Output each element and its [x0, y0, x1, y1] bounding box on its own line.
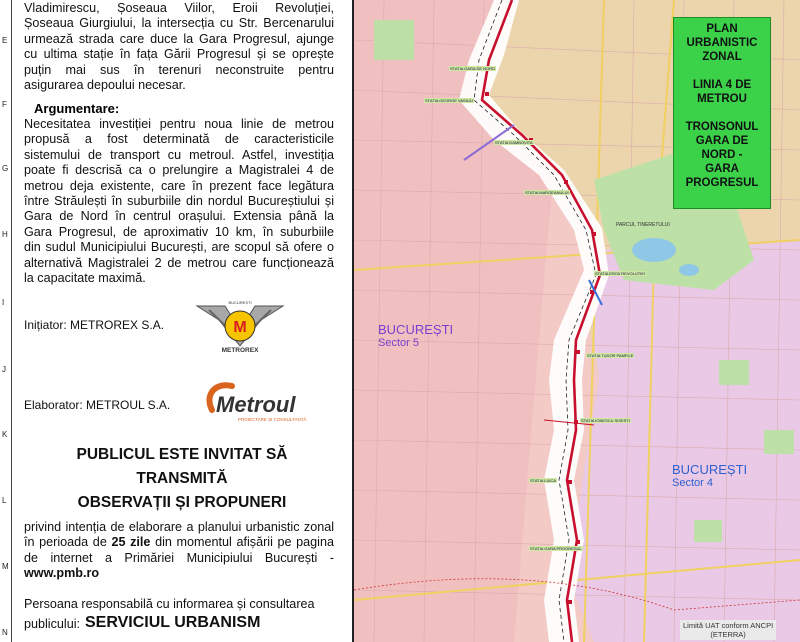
argument-line: la capacitate maximă.	[24, 271, 146, 286]
invite-period: 25 zile	[111, 535, 151, 550]
intro-line: Șoseaua Giurgiului, la intersecția cu Str. Bercenarului	[24, 16, 334, 31]
plan-title-line: NORD -	[701, 149, 743, 161]
plan-title-line: METROU	[697, 93, 747, 105]
metroul-logo	[198, 380, 310, 426]
argument-line: poate fi descrisă ca o prelungire a Magistralei 4 de	[24, 163, 334, 178]
svg-text:METROREX: METROREX	[221, 347, 259, 354]
ruler-letter: L	[2, 496, 7, 505]
station-label: STATIA TUDOR PAMFILE	[587, 353, 634, 358]
argument-paragraph	[24, 117, 334, 286]
responsible-line: Persoana responsabilă cu informarea și consultarea	[24, 597, 315, 611]
ruler-letter: H	[2, 230, 8, 239]
invite-line: de internet a Primăriei Municipiului București -	[24, 550, 334, 565]
map-legend-tag	[680, 620, 776, 640]
plan-title-line: PROGRESUL	[685, 177, 759, 189]
ruler-letter: M	[2, 562, 9, 571]
ruler-letter: N	[2, 628, 8, 637]
ruler-letter: G	[2, 164, 9, 173]
invite-line-part: în perioada de	[24, 535, 112, 550]
plan-title-line: GARA	[705, 163, 739, 175]
park-label: PARCUL TINERETULUI	[616, 222, 670, 228]
intro-line: cu ultima stație în fața Gării Progresul și se oprește	[24, 47, 334, 62]
argument-line: Gara Progresul, de aproximativ 10 km, în suburbiile	[24, 224, 334, 239]
elaborator-label: Elaborator: METROUL S.A.	[24, 398, 171, 412]
station-label: STATIA EROII REVOLUTIEI	[595, 271, 646, 276]
initiator-label: Inițiator: METROREX S.A.	[24, 318, 165, 332]
station-label: STATIA IONESCU SISESTI	[581, 418, 630, 423]
station-label: STATIA LUICA	[530, 478, 557, 483]
argument-line: metrou deja existente, care în prezent face legătura	[24, 178, 334, 193]
svg-text:M: M	[233, 319, 247, 336]
plan-title-line: ZONAL	[702, 51, 742, 63]
argument-line: între Străulești în suburbiile din nordul Bucureștiului și	[24, 194, 334, 209]
plan-title-line: LINIA 4 DE	[692, 79, 752, 91]
svg-text:BUCUREȘTI: BUCUREȘTI	[228, 300, 252, 305]
ruler-letter: K	[2, 430, 8, 439]
argument-line: Necesitatea investiției pentru noua linie de metrou	[24, 117, 334, 131]
sector4-label: BUCUREȘTI	[672, 462, 748, 477]
svg-text:PROIECTARE ȘI CONSULTANȚĂ: PROIECTARE ȘI CONSULTANȚĂ	[238, 417, 307, 422]
station-label: STATIA MARGEANULUI	[525, 190, 569, 195]
argument-line: Gara de Nord în centrul orașului. Extensia până la	[24, 209, 334, 224]
invite-website: www.pmb.ro	[24, 566, 100, 581]
sector5-label: BUCUREȘTI	[378, 322, 454, 337]
ruler-letter: E	[2, 36, 8, 45]
plan-title-line: URBANISTIC	[686, 37, 758, 49]
invite-paragraph	[24, 520, 334, 582]
legend-line: Limită UAT conform ANCPI	[683, 621, 774, 630]
invite-line-part: din momentul afișării pe pagina	[150, 535, 334, 550]
intro-line: urmează strada care duce la Gara Progresul, ajunge	[24, 31, 334, 46]
ruler-letter: I	[2, 298, 5, 307]
intro-line: asigurarea depoului necesar.	[24, 78, 186, 93]
station-label: STATIA GARA DE NORD	[450, 66, 495, 71]
plan-title-line: TRONSONUL	[685, 121, 759, 133]
station-label: STATIA GARA PROGRESUL	[530, 546, 582, 551]
left-ruler	[0, 0, 12, 642]
intro-paragraph	[24, 1, 334, 93]
responsible-prefix: publicului:	[24, 617, 81, 631]
argument-line: alternativă Magistralei 2 de metrou care funcționează	[24, 255, 334, 270]
metrorex-logo	[195, 300, 285, 356]
argument-line: propusă a fost determinată de caracteristicile	[24, 132, 334, 147]
ruler-letter: J	[2, 365, 6, 374]
plan-title-line: GARA DE	[695, 135, 749, 147]
plan-title-line: PLAN	[706, 23, 738, 35]
callout-line-3: OBSERVAȚII ȘI PROPUNERI	[77, 494, 287, 511]
intro-line: Vladimirescu, Șoseaua Viilor, Eroii Revoluției,	[24, 1, 334, 15]
station-label: STATIA DAMBOVITA	[495, 140, 533, 145]
plan-title-line	[674, 64, 770, 78]
callout-line-1: PUBLICUL ESTE INVITAT SĂ	[76, 446, 288, 463]
sector4-sub: Sector 4	[672, 477, 713, 489]
responsible-value: SERVICIUL URBANISM	[85, 614, 261, 631]
callout-line-2: TRANSMITĂ	[136, 470, 228, 487]
legend-line: (ETERRA)	[710, 630, 746, 639]
ruler-letter: F	[2, 100, 7, 109]
intro-line: puțin mai sus în terenuri neconstruite pentru	[24, 62, 334, 77]
sector5-sub: Sector 5	[378, 337, 419, 349]
argument-heading: Argumentare:	[34, 101, 120, 116]
invite-line	[24, 535, 334, 550]
svg-text:Metroul: Metroul	[216, 392, 296, 417]
station-label: STATIA GEORGE VASILIU	[425, 98, 474, 103]
plan-title-line	[674, 106, 770, 120]
invite-line: privind intenția de elaborare a planului urbanistic zonal	[24, 520, 334, 534]
argument-line: din sudul Municipiului București, are scopul să ofere o	[24, 240, 334, 255]
plan-title-box	[673, 17, 771, 209]
argument-line: sistemului de transport cu metroul. Astfel, investiția	[24, 147, 334, 162]
